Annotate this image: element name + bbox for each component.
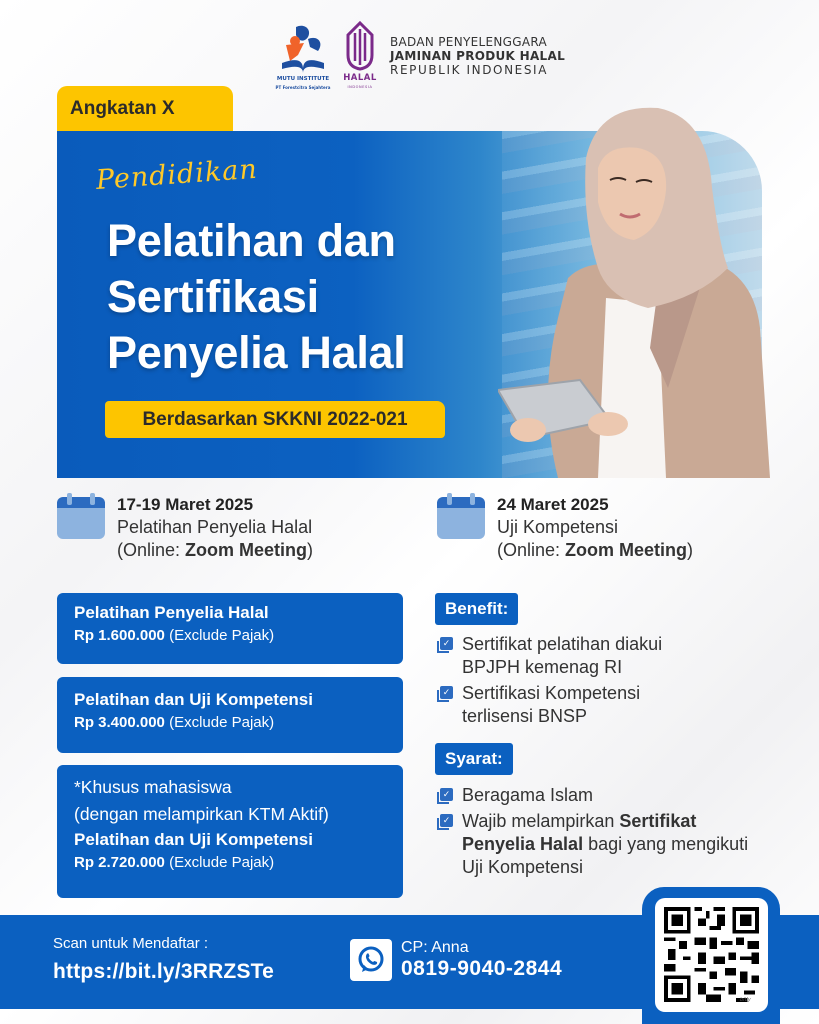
schedule-item-exam [437,493,693,562]
syarat-list [437,784,767,882]
halal-emblem-icon [342,21,378,71]
registration-link[interactable]: https://bit.ly/3RRZSTe [53,960,275,983]
calendar-icon [437,493,485,539]
hero-title-line-2: Sertifikasi [107,271,319,322]
bpjph-line-1: BADAN PENYELENGGARA [390,35,547,49]
schedule-item-training [57,493,313,562]
contact-person-label: CP: Anna [401,939,469,956]
price-card-title: Pelatihan dan Uji Kompetensi [74,830,313,849]
hero-title [107,213,527,381]
mutu-logo-subtitle: PT Forestcitra Sejahtera [275,85,331,90]
price-card-student [57,765,403,898]
bpjph-wordmark [390,35,565,77]
calendar-icon [57,493,105,539]
schedule-date: 17-19 Maret 2025 [117,495,254,514]
benefit-label: Benefit: [435,593,518,625]
schedule-event: Pelatihan Penyelia Halal [117,517,313,537]
benefit-item: ✓ Sertifikasi Kompetensi terlisensi BNSP [437,682,767,728]
price-card-training [57,593,403,664]
syarat-label: Syarat: [435,743,513,775]
bpjph-line-2: JAMINAN PRODUK HALAL [390,49,566,63]
hero-title-line-3: Penyelia Halal [107,327,406,378]
syarat-item: ✓ Beragama Islam [437,784,767,807]
mutu-logo-name: MUTU INSTITUTE [276,76,330,82]
syarat-item: ✓ Wajib melampirkan Sertifikat Penyelia Halal bagi yang mengikuti Uji Kompetensi [437,810,767,879]
hero-pretitle: Pendidikan [94,153,259,196]
price-card-training-exam [57,677,403,753]
student-notice-line-1: *Khusus mahasiswa [74,777,232,797]
benefit-item: ✓ Sertifikat pelatihan diakui BPJPH kemenag RI [437,633,767,679]
whatsapp-icon [350,939,392,981]
student-notice-line-2: (dengan melampirkan KTM Aktif) [74,804,329,824]
batch-tab: Angkatan X [57,86,233,132]
schedule-mode: (Online: Zoom Meeting) [497,540,694,560]
price-card-price: Rp 1.600.000 (Exclude Pajak) [74,627,275,644]
contact-phone-link[interactable]: 0819-9040-2844 [401,957,563,980]
checkbox-icon: ✓ [437,814,454,831]
price-card-price: Rp 2.720.000 (Exclude Pajak) [74,854,275,871]
halal-indonesia-logo [342,21,378,91]
halal-logo-word: HALAL [343,73,377,83]
checkbox-icon: ✓ [437,788,454,805]
checkbox-icon: ✓ [437,637,454,654]
skkni-badge: Berdasarkan SKKNI 2022-021 [105,401,445,438]
mutu-institute-logo [274,21,332,91]
bpjph-line-3: REPUBLIK INDONESIA [390,63,549,77]
mutu-emblem-icon [274,21,332,77]
hero-title-line-1: Pelatihan dan [107,215,396,266]
qr-code-icon[interactable] [664,907,759,1002]
price-card-title: Pelatihan Penyelia Halal [74,603,269,622]
header-logos [274,20,565,92]
schedule-event: Uji Kompetensi [497,517,619,537]
bitly-brand: bitly [740,997,751,1003]
price-card-title: Pelatihan dan Uji Kompetensi [74,690,313,709]
benefit-list [437,633,767,731]
schedule-date: 24 Maret 2025 [497,495,609,514]
scan-label: Scan untuk Mendaftar : [53,935,209,952]
price-card-price: Rp 3.400.000 (Exclude Pajak) [74,714,275,731]
schedule-mode: (Online: Zoom Meeting) [117,540,314,560]
halal-logo-subtitle: INDONESIA [347,85,373,89]
checkbox-icon: ✓ [437,686,454,703]
woman-with-tablet-image [498,98,780,478]
